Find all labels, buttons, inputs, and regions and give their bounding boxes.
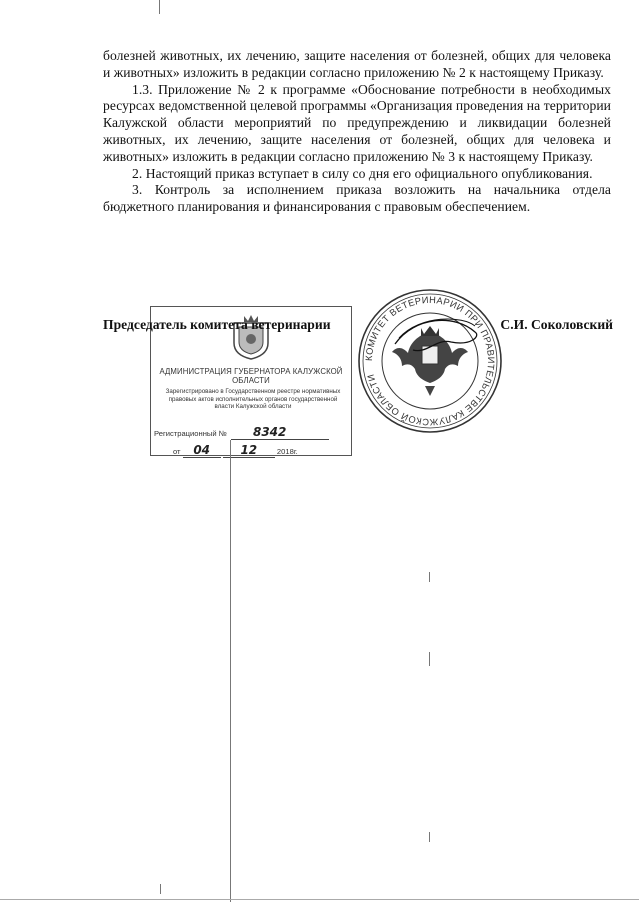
paragraph: болезней животных, их лечению, защите населения от болезней, общих для человека и животных» изложить в редакции согласно приложению № 2 к настоящему Приказу. bbox=[103, 48, 611, 80]
stamp-date-day-field bbox=[183, 443, 221, 458]
scan-mark bbox=[0, 899, 639, 900]
stamp-date-year: 2018г. bbox=[276, 447, 298, 456]
stamp-number-value: 8342 bbox=[252, 425, 287, 439]
stamp-number-line bbox=[154, 425, 329, 440]
signatory-name: С.И. Соколовский bbox=[500, 317, 613, 332]
stamp-date-day: 04 bbox=[193, 443, 211, 457]
stamp-number-label: Регистрационный № bbox=[154, 429, 227, 438]
scan-mark bbox=[429, 652, 430, 666]
scan-mark bbox=[160, 884, 161, 894]
seal-ring-text: КОМИТЕТ ВЕТЕРИНАРИИ ПРИ ПРАВИТЕЛЬСТВЕ КАЛУЖСКОЙ ОБЛАСТИ bbox=[363, 294, 497, 428]
stamp-date-month: 12 bbox=[240, 443, 258, 457]
stamp-number-underline bbox=[231, 425, 329, 440]
signatory-title: Председатель комитета ветеринарии bbox=[103, 317, 331, 332]
stamp-note: Зарегистрировано в Государственном реестре нормативных правовых актов исполнительных органов государственной власти Калужской области bbox=[165, 388, 341, 411]
scan-mark bbox=[230, 440, 231, 902]
scan-mark bbox=[429, 832, 430, 842]
scan-mark bbox=[159, 0, 160, 14]
double-headed-eagle-icon bbox=[392, 326, 468, 396]
document-body bbox=[103, 48, 611, 216]
paragraph: 1.3. Приложение № 2 к программе «Обоснование потребности в необходимых ресурсах ведомственной целевой программы «Организация проведения на территории Калужской области мероприятий по предупреждению и ликвидации болезней животных, их лечению, защите населения от болезней, общих для человека и животных» изложить в редакции согласно приложению № 3 к настоящему Приказу. bbox=[103, 81, 611, 164]
paragraph: 3. Контроль за исполнением приказа возложить на начальника отдела бюджетного планирования и финансирования с правовым обеспечением. bbox=[103, 182, 611, 215]
official-seal bbox=[355, 286, 505, 436]
stamp-date-line bbox=[173, 443, 298, 458]
scan-mark bbox=[429, 572, 430, 582]
paragraph: 2. Настоящий приказ вступает в силу со дня его официального опубликования. bbox=[132, 165, 593, 181]
stamp-date-prefix: от bbox=[173, 447, 181, 456]
stamp-organization: АДМИНИСТРАЦИЯ ГУБЕРНАТОРА КАЛУЖСКОЙ ОБЛАСТИ bbox=[159, 367, 343, 385]
